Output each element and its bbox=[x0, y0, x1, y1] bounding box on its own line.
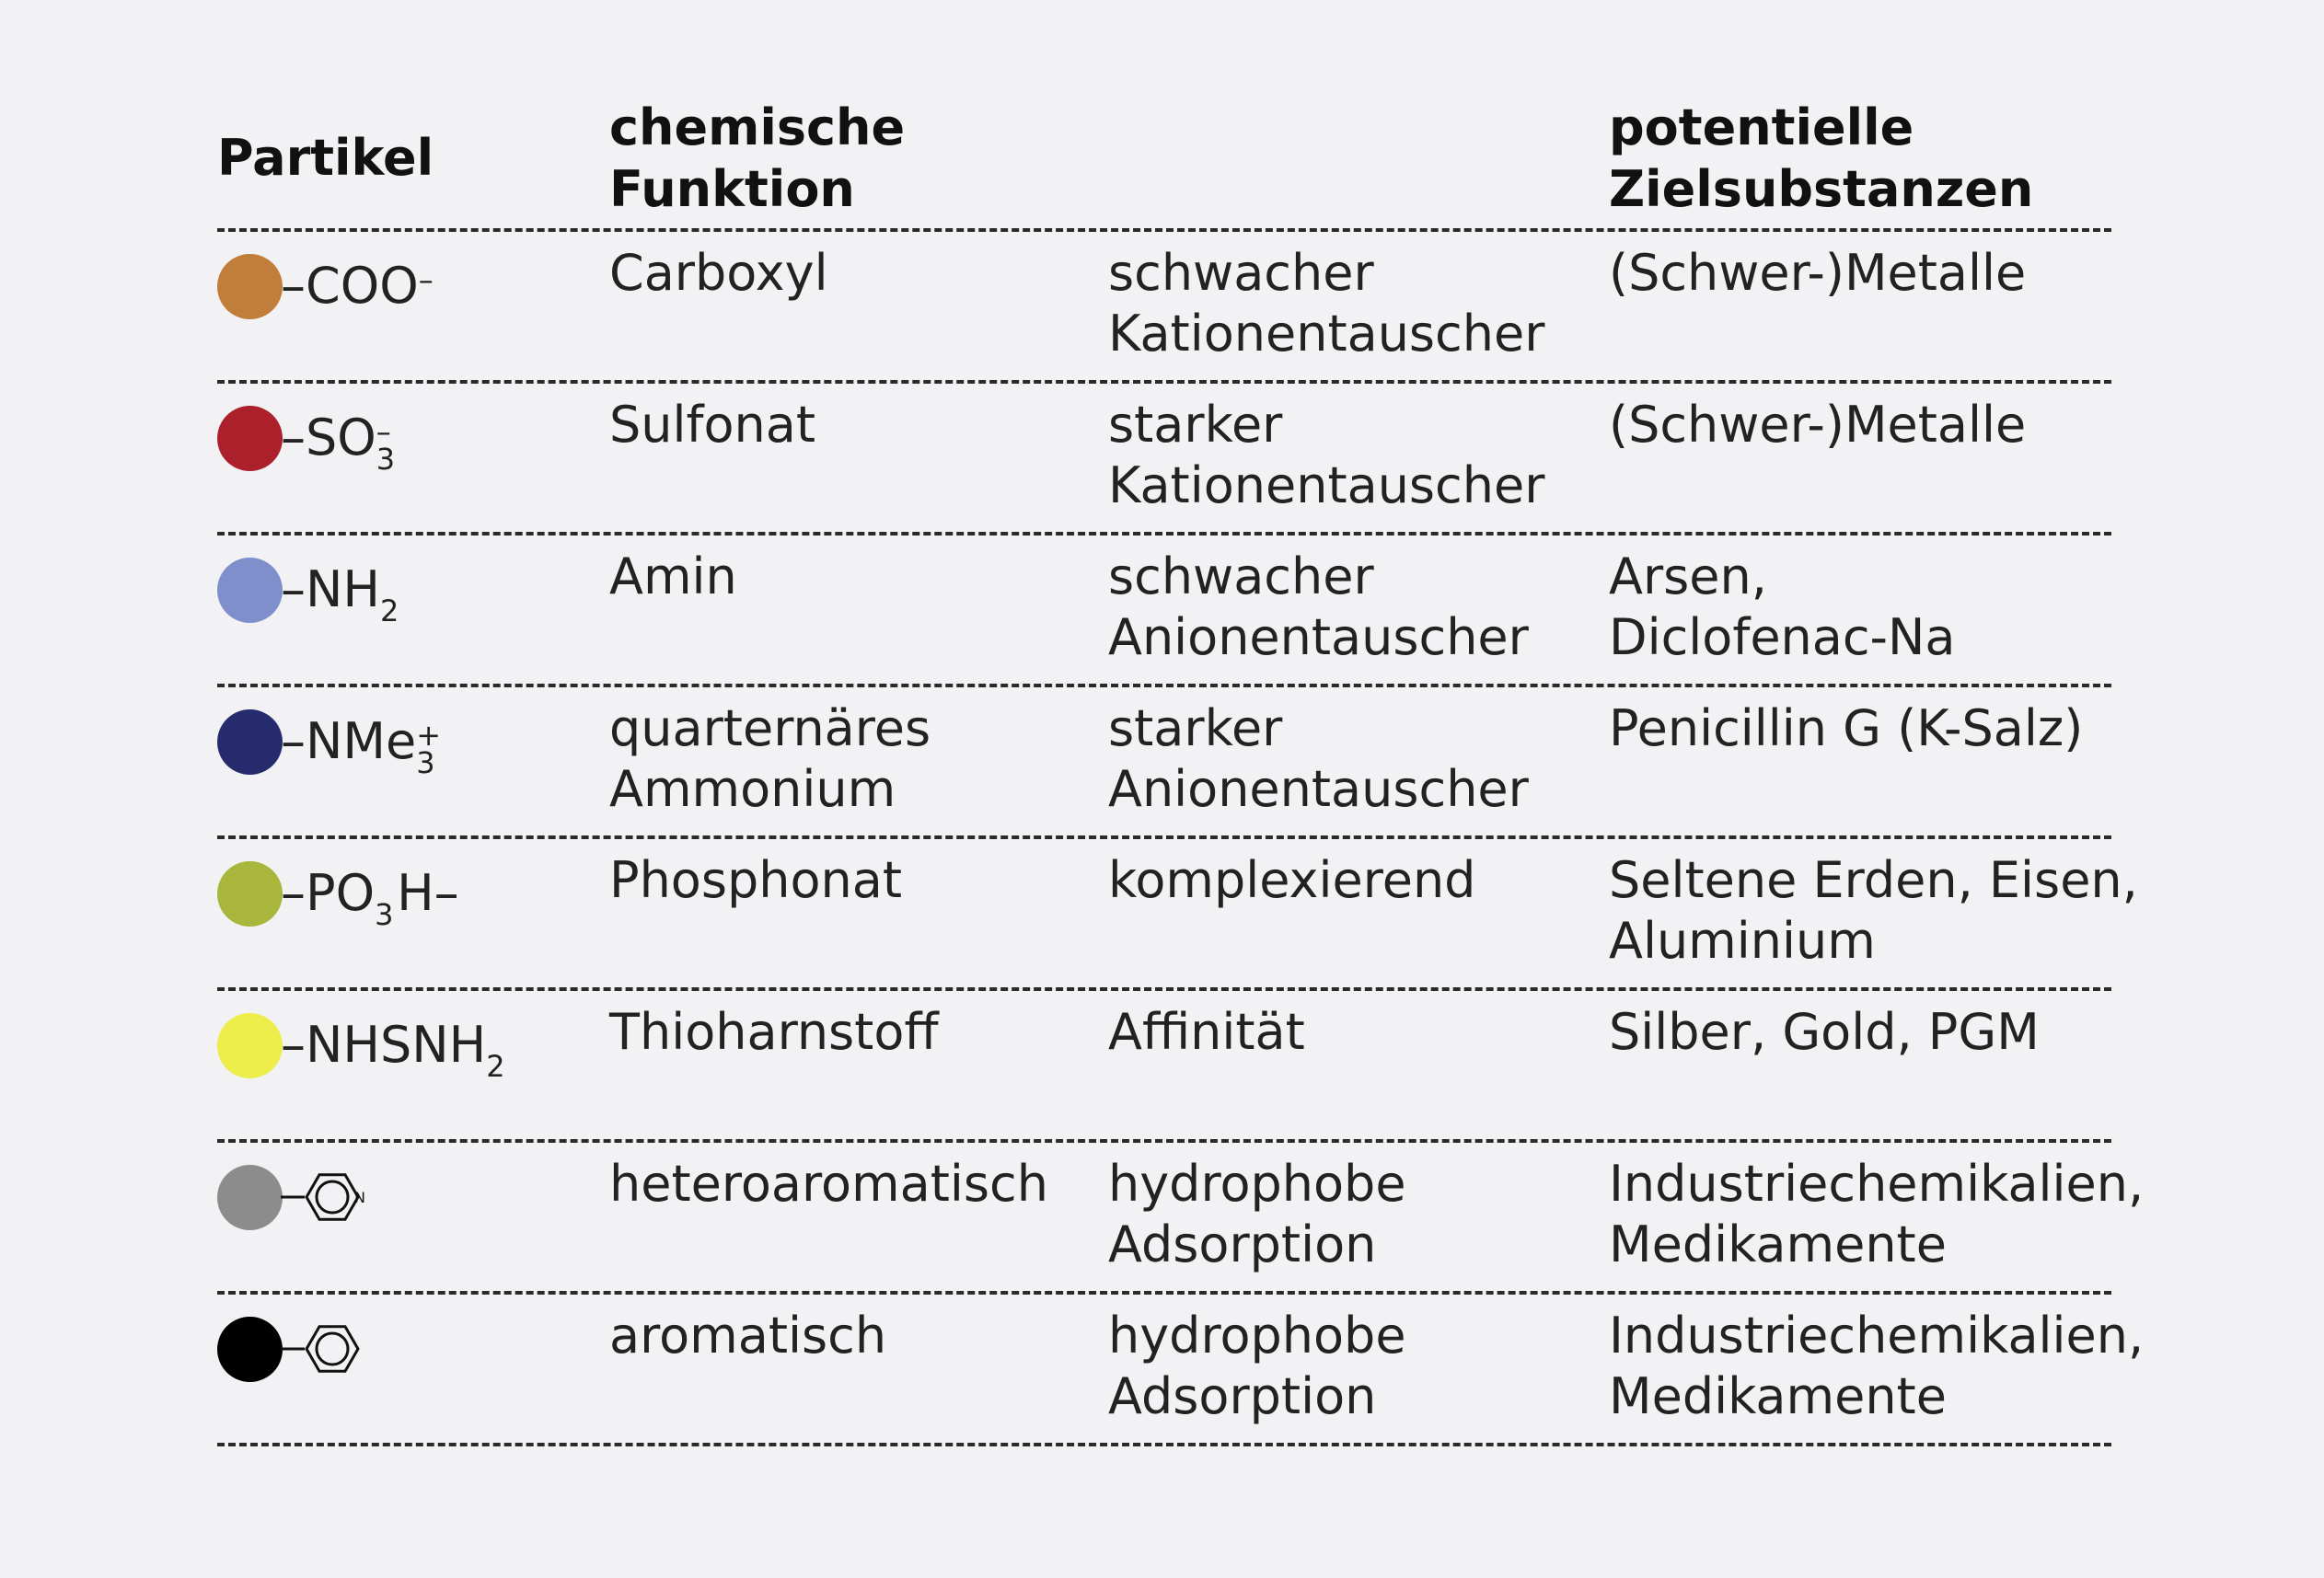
particle-dot bbox=[217, 406, 283, 471]
text-line: Diclofenac-Na bbox=[1609, 608, 1956, 666]
particle-dot bbox=[217, 861, 283, 927]
formula-superscript: + bbox=[416, 718, 442, 753]
particle bbox=[217, 252, 441, 320]
text-line: schwacher bbox=[1108, 547, 1374, 605]
text-line: hydrophobe bbox=[1108, 1155, 1406, 1213]
particle-dot bbox=[217, 1317, 283, 1382]
target-substances-cell bbox=[1609, 1154, 2144, 1275]
text-line: Thioharnstoff bbox=[609, 1003, 939, 1061]
formula-subscript: 2 bbox=[486, 1049, 505, 1084]
particle bbox=[217, 1011, 508, 1084]
target-substances-cell bbox=[1609, 1306, 2144, 1427]
formula-main: –NMe bbox=[281, 712, 417, 770]
particle-dot bbox=[217, 558, 283, 623]
text-line: starker bbox=[1108, 699, 1283, 757]
formula-subscript: 3 bbox=[375, 897, 394, 932]
function-cell bbox=[609, 1306, 886, 1366]
function-cell bbox=[609, 698, 931, 820]
table-row bbox=[217, 384, 2111, 532]
table-row bbox=[217, 839, 2138, 987]
function-cell bbox=[609, 243, 828, 304]
particle bbox=[217, 556, 402, 628]
text-line: Anionentauscher bbox=[1108, 608, 1529, 666]
text-line: Aluminium bbox=[1609, 912, 1876, 970]
formula-main: –NH bbox=[281, 560, 380, 618]
text-line: Industriechemikalien, bbox=[1609, 1155, 2145, 1213]
text-line: komplexierend bbox=[1108, 851, 1476, 909]
function-cell bbox=[609, 850, 902, 911]
target-substances-cell bbox=[1609, 395, 2026, 455]
text-line: Phosphonat bbox=[609, 851, 902, 909]
exchanger-type-cell bbox=[1108, 395, 1544, 516]
formula-main: –NHSNH bbox=[281, 1016, 487, 1074]
table-row bbox=[217, 536, 2111, 684]
functional-group-formula bbox=[281, 864, 459, 932]
target-substances-cell bbox=[1609, 1002, 2040, 1063]
text-line: Zielsubstanzen bbox=[1609, 159, 2034, 218]
particle-table bbox=[217, 87, 2145, 1446]
function-cell bbox=[609, 1154, 1048, 1215]
text-line: Amin bbox=[609, 547, 737, 605]
table-row bbox=[217, 991, 2111, 1139]
header-partikel bbox=[217, 87, 434, 228]
text-line: Adsorption bbox=[1108, 1367, 1377, 1425]
target-substances-cell bbox=[1609, 243, 2026, 304]
exchanger-type-cell bbox=[1108, 850, 1475, 911]
text-line: aromatisch bbox=[609, 1307, 887, 1365]
exchanger-type-cell bbox=[1108, 1002, 1305, 1063]
text-line: Medikamente bbox=[1609, 1367, 1947, 1425]
text-line: Medikamente bbox=[1609, 1215, 1947, 1273]
formula-superscript: – bbox=[376, 414, 391, 449]
text-line: Industriechemikalien, bbox=[1609, 1307, 2145, 1365]
text-line: heteroaromatisch bbox=[609, 1155, 1048, 1213]
exchanger-type-cell bbox=[1108, 1154, 1406, 1275]
exchanger-type-cell bbox=[1108, 547, 1529, 668]
functional-group-formula bbox=[281, 712, 442, 780]
text-line: starker bbox=[1108, 396, 1283, 454]
benzene-ring-icon bbox=[281, 1316, 373, 1382]
text-line: Adsorption bbox=[1108, 1215, 1377, 1273]
formula-main: –PO bbox=[281, 864, 376, 922]
text-line: Anionentauscher bbox=[1108, 760, 1529, 818]
header-chemische-funktion bbox=[609, 87, 905, 228]
ring-heteroatom-label: N bbox=[354, 1189, 365, 1206]
text-line: potentielle bbox=[1609, 98, 1914, 156]
functional-group-formula bbox=[281, 409, 399, 477]
exchanger-type-cell bbox=[1108, 1306, 1406, 1427]
particle bbox=[217, 708, 442, 780]
exchanger-type-cell bbox=[1108, 243, 1544, 364]
particle-dot bbox=[217, 709, 283, 775]
particle bbox=[217, 404, 399, 477]
particle bbox=[217, 1315, 373, 1383]
text-line: chemische bbox=[609, 98, 906, 156]
header-zielsubstanzen bbox=[1609, 87, 2033, 228]
text-line: schwacher bbox=[1108, 244, 1374, 302]
exchanger-type-cell bbox=[1108, 698, 1529, 820]
table-header bbox=[217, 87, 2111, 228]
divider bbox=[217, 1443, 2111, 1446]
table-row bbox=[217, 687, 2111, 835]
text-line: Kationentauscher bbox=[1108, 456, 1545, 514]
table-body bbox=[217, 232, 2145, 1446]
particle-dot bbox=[217, 1013, 283, 1078]
formula-main: –COO bbox=[281, 257, 419, 315]
formula-superscript: – bbox=[418, 262, 434, 297]
formula-subscript: 3 bbox=[376, 442, 396, 477]
text-line: Silber, Gold, PGM bbox=[1609, 1003, 2040, 1061]
text-line: hydrophobe bbox=[1108, 1307, 1406, 1365]
particle bbox=[217, 1163, 373, 1231]
function-cell bbox=[609, 395, 815, 455]
text-line: Sulfonat bbox=[609, 396, 816, 454]
target-substances-cell bbox=[1609, 850, 2138, 972]
target-substances-cell bbox=[1609, 698, 2083, 759]
formula-subscript: 2 bbox=[380, 593, 399, 628]
functional-group-formula bbox=[281, 560, 402, 628]
text-line: (Schwer-)Metalle bbox=[1609, 396, 2027, 454]
particle-dot bbox=[217, 254, 283, 319]
text-line: Ammonium bbox=[609, 760, 896, 818]
formula-main: –SO bbox=[281, 409, 376, 466]
text-line: Affinität bbox=[1108, 1003, 1305, 1061]
formula-subscript: 3 bbox=[416, 745, 435, 780]
text-line: Kationentauscher bbox=[1108, 305, 1545, 363]
pyridine-ring-icon bbox=[281, 1164, 373, 1230]
table-row bbox=[217, 1143, 2145, 1291]
text-line: (Schwer-)Metalle bbox=[1609, 244, 2027, 302]
function-cell bbox=[609, 547, 737, 607]
text-line: Funktion bbox=[609, 159, 855, 218]
table-row bbox=[217, 1295, 2145, 1443]
target-substances-cell bbox=[1609, 547, 1956, 668]
text-line: Arsen, bbox=[1609, 547, 1767, 605]
function-cell bbox=[609, 1002, 939, 1063]
text-line: Carboxyl bbox=[609, 244, 828, 302]
particle-dot bbox=[217, 1165, 283, 1230]
functional-group-formula bbox=[281, 259, 441, 314]
text-line: quarternäres bbox=[609, 699, 931, 757]
text-line: Partikel bbox=[217, 129, 434, 187]
text-line: Seltene Erden, Eisen, bbox=[1609, 851, 2138, 909]
table-row bbox=[217, 232, 2111, 380]
text-line: Penicillin G (K-Salz) bbox=[1609, 699, 2084, 757]
functional-group-formula bbox=[281, 1016, 508, 1084]
formula-tail: H– bbox=[397, 864, 459, 922]
particle bbox=[217, 859, 459, 932]
